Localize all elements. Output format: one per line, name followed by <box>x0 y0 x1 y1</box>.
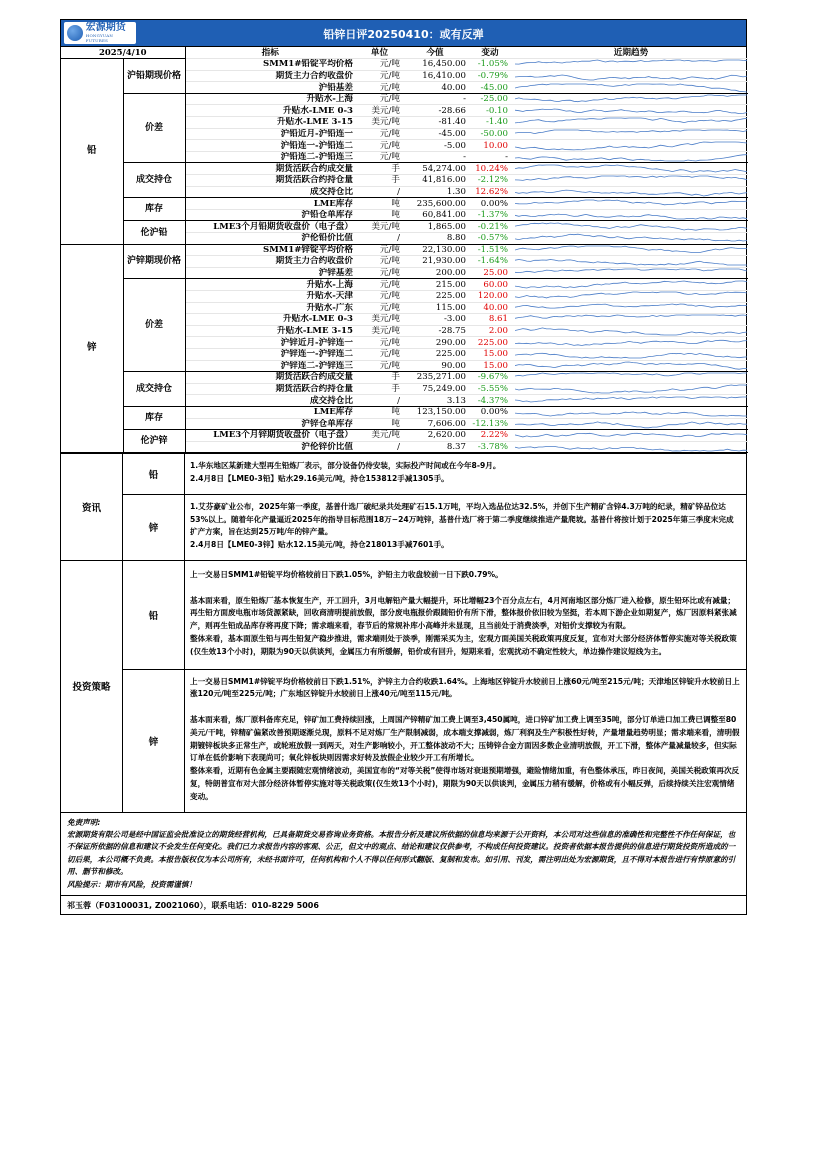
news-zinc-row <box>123 495 746 560</box>
indicator-name: 沪铅基差 <box>185 82 357 94</box>
indicator-unit: 手 <box>357 175 402 187</box>
indicator-unit: 元/吨 <box>357 70 402 82</box>
indicator-name: 成交持仓比 <box>185 186 357 198</box>
table-row <box>61 406 748 418</box>
trend-sparkline <box>514 175 748 187</box>
indicator-unit: / <box>357 395 402 407</box>
indicator-value: 225.00 <box>402 290 470 302</box>
indicator-change: -5.55% <box>470 383 514 395</box>
news-section <box>61 453 746 560</box>
indicator-value: 3.13 <box>402 395 470 407</box>
indicator-change: 2.00 <box>470 325 514 337</box>
indicator-value: 40.00 <box>402 82 470 94</box>
indicator-name: LME3个月铅期货收盘价（电子盘） <box>185 221 357 233</box>
indicator-name: 沪铅仓单库存 <box>185 209 357 221</box>
strategy-label: 投资策略 <box>61 561 123 812</box>
indicator-unit: 元/吨 <box>357 93 402 105</box>
indicator-change: 15.00 <box>470 348 514 360</box>
indicator-change: 12.62% <box>470 186 514 198</box>
indicator-unit: 美元/吨 <box>357 314 402 326</box>
trend-sparkline <box>514 221 748 233</box>
strategy-lead-p2: 基本面来看，原生铅炼厂基本恢复生产，开工回升，3月电解铅产量大幅提升，环比增幅23个百分点左右，4月河南地区部分炼厂进入检修，原生铅环比或有减量；再生铅方面废电瓶市场货源紧缺，回收商清明提前放假，部分废电瓶报价跟随铅价有所下滑，整体报价依旧较为坚挺，若本周下游企业如期复产，炼厂因原料紧张减产，则再生铅成品库存将再度下降；需求端来看，春节后的常规补库小高峰并未显现，且当前处于消费淡季，对铅价支撑较为有限。 <box>190 595 737 631</box>
indicator-value: 215.00 <box>402 279 470 291</box>
indicator-change: -1.40 <box>470 117 514 129</box>
indicator-value: 8.80 <box>402 233 470 245</box>
indicator-name: 沪铅连二-沪铅连三 <box>185 151 357 163</box>
table-row <box>61 372 748 384</box>
indicator-value: 41,816.00 <box>402 175 470 187</box>
indicator-unit: / <box>357 186 402 198</box>
news-label: 资讯 <box>61 454 123 560</box>
indicator-name: 沪锌基差 <box>185 267 357 279</box>
indicator-name: 期货活跃合约成交量 <box>185 372 357 384</box>
indicator-value: 123,150.00 <box>402 406 470 418</box>
trend-sparkline <box>514 325 748 337</box>
indicator-change: 40.00 <box>470 302 514 314</box>
indicator-name: 期货活跃合约成交量 <box>185 163 357 175</box>
indicator-unit: 元/吨 <box>357 302 402 314</box>
report-header <box>61 20 746 47</box>
group-label: 成交持仓 <box>123 163 185 198</box>
indicator-name: 沪锌连二-沪锌连三 <box>185 360 357 372</box>
indicator-name: SMM1#锌锭平均价格 <box>185 244 357 256</box>
indicator-name: 成交持仓比 <box>185 395 357 407</box>
strategy-lead-label: 铅 <box>123 561 185 669</box>
trend-sparkline <box>514 302 748 314</box>
indicator-change: 120.00 <box>470 290 514 302</box>
indicator-value: 1,865.00 <box>402 221 470 233</box>
indicator-value: -3.00 <box>402 314 470 326</box>
indicator-change: -1.51% <box>470 244 514 256</box>
trend-sparkline <box>514 82 748 94</box>
trend-sparkline <box>514 59 748 71</box>
indicator-value: 200.00 <box>402 267 470 279</box>
indicator-name: 沪锌连一-沪锌连二 <box>185 348 357 360</box>
table-row <box>61 93 748 105</box>
table-row <box>61 198 748 210</box>
indicator-change: -9.67% <box>470 372 514 384</box>
indicator-change: -1.37% <box>470 209 514 221</box>
indicator-unit: 元/吨 <box>357 348 402 360</box>
indicator-change: -12.13% <box>470 418 514 430</box>
indicator-name: 升贴水-LME 3-15 <box>185 325 357 337</box>
indicator-value: 54,274.00 <box>402 163 470 175</box>
indicator-value: -81.40 <box>402 117 470 129</box>
disclaimer-title: 免责声明: <box>67 817 101 827</box>
indicator-change: 8.61 <box>470 314 514 326</box>
header-today: 今值 <box>402 47 470 59</box>
trend-sparkline <box>514 372 748 384</box>
indicator-unit: 美元/吨 <box>357 221 402 233</box>
indicator-change: -0.10 <box>470 105 514 117</box>
indicator-unit: 元/吨 <box>357 128 402 140</box>
strategy-zinc-p2: 基本面来看，炼厂原料备库充足，锌矿加工费持续回涨，上周国产锌精矿加工费上调至3,450属吨，进口锌矿加工费上调至35吨，部分订单进口加工费已调整至80美元/干吨，锌精矿偏紧改善预期逐渐兑现，原料不足对炼厂生产限制减弱，成本端支撑减弱，炼厂利润及生产积极性好转，产量增量趋势明显；需求端来看，清明假期镀锌板块多正常生产，或轮班放假一到两天，对生产影响较小，开工整体波动不大；压铸锌合金方面因多数企业清明放假，开工下滑，整体产量减量较多，但实际订单在低价影响下表现尚可；氧化锌板块则因需求好转及放假企业较少开工有所增长。 <box>190 715 740 763</box>
indicator-change: -3.78% <box>470 441 514 453</box>
trend-sparkline <box>514 209 748 221</box>
indicator-change: 10.24% <box>470 163 514 175</box>
indicator-change: -0.79% <box>470 70 514 82</box>
header-indicator: 指标 <box>185 47 357 59</box>
logo-subtext: HONGYUAN FUTURES <box>85 33 114 43</box>
indicator-unit: 元/吨 <box>357 267 402 279</box>
indicator-value: -45.00 <box>402 128 470 140</box>
group-label: 价差 <box>123 279 185 372</box>
indicator-unit: / <box>357 233 402 245</box>
strategy-lead-p3: 整体来看，基本面原生铅与再生铅复产稳步推进，需求端则处于淡季，刚需采买为主，宏观方面美国关税政策再度反复，宣布对大部分经济体暂停实施对等关税政策(仅生效13个小时)，期限为90天以供谈判，金属压力有所缓解，铅价或有回升，短期来看，宏观扰动不确定性较大，单边操作建议短线为主。 <box>190 634 737 656</box>
table-row <box>61 59 748 71</box>
indicator-value: 1.30 <box>402 186 470 198</box>
trend-sparkline <box>514 233 748 245</box>
header-unit: 单位 <box>357 47 402 59</box>
strategy-zinc-p1: 上一交易日SMM1#锌锭平均价格较前日下跌1.51%，沪锌主力合约收跌1.64%。上海地区锌锭升水较前日上涨60元/吨至215元/吨；天津地区锌锭升水较前日上涨120元/吨至225元/吨；广东地区锌锭升水较前日上涨40元/吨至115元/吨。 <box>190 676 740 699</box>
indicator-change: -4.37% <box>470 395 514 407</box>
indicator-unit: 手 <box>357 383 402 395</box>
table-row <box>61 430 748 442</box>
group-label: 沪铅期现价格 <box>123 59 185 94</box>
indicator-change: - <box>470 151 514 163</box>
strategy-lead-p1: 上一交易日SMM1#铅锭平均价格较前日下跌1.05%，沪铅主力收盘较前一日下跌0.79%。 <box>190 570 503 580</box>
indicator-unit: 元/吨 <box>357 256 402 268</box>
indicator-unit: 元/吨 <box>357 140 402 152</box>
indicator-name: 沪铅连一-沪铅连二 <box>185 140 357 152</box>
indicator-name: 沪伦锌价比值 <box>185 441 357 453</box>
group-label: 价差 <box>123 93 185 163</box>
indicator-unit: 吨 <box>357 198 402 210</box>
indicator-name: 升贴水-上海 <box>185 279 357 291</box>
trend-sparkline <box>514 163 748 175</box>
indicator-unit: 元/吨 <box>357 337 402 349</box>
trend-sparkline <box>514 128 748 140</box>
trend-sparkline <box>514 441 748 453</box>
indicator-name: 沪锌仓单库存 <box>185 418 357 430</box>
indicator-value: 2,620.00 <box>402 430 470 442</box>
indicator-name: LME库存 <box>185 198 357 210</box>
trend-sparkline <box>514 406 748 418</box>
trend-sparkline <box>514 314 748 326</box>
disclaimer-body: 宏源期货有限公司是经中国证监会批准设立的期货经营机构，已具备期货交易咨询业务资格。本报告分析及建议所依据的信息均来源于公开资料，本公司对这些信息的准确性和完整性不作任何保证，也不保证所依据的信息和建议不会发生任何变化。我们已力求报告内容的客观、公正，但文中的观点、结论和建议仅供参考，不构成任何投资建议。投资者依据本报告提供的信息进行期货投资所造成的一切后果，本公司概不负责。本报告版权仅为本公司所有，未经书面许可，任何机构和个人不得以任何形式翻版、复制和发布。如引用、刊发，需注明出处为宏源期货，且不得对本报告进行有悖原意的引用、删节和修改。 <box>67 830 736 877</box>
logo-text: 宏源期货 <box>85 22 126 33</box>
trend-sparkline <box>514 267 748 279</box>
indicator-value: -5.00 <box>402 140 470 152</box>
strategy-section <box>61 560 746 812</box>
trend-sparkline <box>514 117 748 129</box>
indicator-value: 290.00 <box>402 337 470 349</box>
indicator-name: 期货主力合约收盘价 <box>185 256 357 268</box>
indicator-change: 2.22% <box>470 430 514 442</box>
indicator-value: 22,130.00 <box>402 244 470 256</box>
indicator-change: -25.00 <box>470 93 514 105</box>
trend-sparkline <box>514 360 748 372</box>
strategy-zinc-row <box>123 670 746 812</box>
indicator-change: -50.00 <box>470 128 514 140</box>
indicator-name: 期货活跃合约持仓量 <box>185 175 357 187</box>
indicator-unit: 美元/吨 <box>357 325 402 337</box>
indicator-unit: 美元/吨 <box>357 430 402 442</box>
indicator-name: 沪锌近月-沪锌连一 <box>185 337 357 349</box>
group-label: 伦沪铅 <box>123 221 185 244</box>
indicator-value: 235,600.00 <box>402 198 470 210</box>
indicator-unit: 元/吨 <box>357 151 402 163</box>
news-zinc-label: 锌 <box>123 495 185 560</box>
indicator-change: 60.00 <box>470 279 514 291</box>
indicator-unit: 吨 <box>357 209 402 221</box>
indicator-unit: 吨 <box>357 418 402 430</box>
report-title: 铅锌日评20250410：或有反弹 <box>323 28 484 41</box>
indicator-value: -28.66 <box>402 105 470 117</box>
indicator-unit: / <box>357 441 402 453</box>
indicator-change: 0.00% <box>470 198 514 210</box>
indicator-name: 期货主力合约收盘价 <box>185 70 357 82</box>
indicator-name: 期货活跃合约持仓量 <box>185 383 357 395</box>
report-date: 2025/4/10 <box>61 47 185 59</box>
indicator-name: LME3个月锌期货收盘价（电子盘） <box>185 430 357 442</box>
indicator-change: 15.00 <box>470 360 514 372</box>
indicator-name: 沪铅近月-沪铅连一 <box>185 128 357 140</box>
indicator-unit: 元/吨 <box>357 244 402 256</box>
data-table <box>61 47 748 453</box>
footer-contact: 祁玉蓉（F03100031, Z0021060），联系电话：010-8229 5006 <box>61 895 746 914</box>
trend-sparkline <box>514 290 748 302</box>
indicator-name: 升贴水-上海 <box>185 93 357 105</box>
indicator-change: 10.00 <box>470 140 514 152</box>
trend-sparkline <box>514 418 748 430</box>
table-row <box>61 163 748 175</box>
indicator-name: 沪伦铅价比值 <box>185 233 357 245</box>
category-label: 锌 <box>61 244 123 453</box>
news-lead-line-1: 1.华东地区某新建大型再生铅炼厂表示，部分设备仍待安装，实际投产时间或在今年8-9月。 <box>190 461 501 471</box>
indicator-name: 升贴水-LME 0-3 <box>185 314 357 326</box>
header-trend: 近期趋势 <box>514 47 748 59</box>
indicator-unit: 手 <box>357 372 402 384</box>
indicator-name: 升贴水-广东 <box>185 302 357 314</box>
indicator-change: -1.05% <box>470 59 514 71</box>
trend-sparkline <box>514 395 748 407</box>
indicator-unit: 元/吨 <box>357 290 402 302</box>
trend-sparkline <box>514 93 748 105</box>
indicator-name: SMM1#铅锭平均价格 <box>185 59 357 71</box>
trend-sparkline <box>514 198 748 210</box>
strategy-lead-row <box>123 561 746 670</box>
disclaimer <box>61 812 746 895</box>
indicator-unit: 吨 <box>357 406 402 418</box>
trend-sparkline <box>514 383 748 395</box>
indicator-unit: 元/吨 <box>357 59 402 71</box>
indicator-name: 升贴水-LME 0-3 <box>185 105 357 117</box>
indicator-unit: 美元/吨 <box>357 105 402 117</box>
trend-sparkline <box>514 105 748 117</box>
indicator-change: -0.57% <box>470 233 514 245</box>
indicator-unit: 手 <box>357 163 402 175</box>
indicator-value: - <box>402 151 470 163</box>
indicator-unit: 元/吨 <box>357 82 402 94</box>
indicator-change: 0.00% <box>470 406 514 418</box>
indicator-value: 115.00 <box>402 302 470 314</box>
strategy-zinc-label: 锌 <box>123 670 185 812</box>
indicator-value: 60,841.00 <box>402 209 470 221</box>
indicator-value: 75,249.00 <box>402 383 470 395</box>
table-row <box>61 244 748 256</box>
group-label: 沪锌期现价格 <box>123 244 185 279</box>
indicator-name: 升贴水-天津 <box>185 290 357 302</box>
table-row <box>61 221 748 233</box>
news-lead-row <box>123 454 746 495</box>
indicator-value: 90.00 <box>402 360 470 372</box>
group-label: 库存 <box>123 198 185 221</box>
trend-sparkline <box>514 70 748 82</box>
header-change: 变动 <box>470 47 514 59</box>
trend-sparkline <box>514 430 748 442</box>
indicator-value: 16,410.00 <box>402 70 470 82</box>
indicator-value: 21,930.00 <box>402 256 470 268</box>
indicator-value: 7,606.00 <box>402 418 470 430</box>
trend-sparkline <box>514 186 748 198</box>
indicator-value: 16,450.00 <box>402 59 470 71</box>
table-row <box>61 279 748 291</box>
group-label: 伦沪锌 <box>123 430 185 453</box>
trend-sparkline <box>514 348 748 360</box>
group-label: 库存 <box>123 406 185 429</box>
indicator-change: 25.00 <box>470 267 514 279</box>
indicator-value: 235,271.00 <box>402 372 470 384</box>
indicator-unit: 元/吨 <box>357 279 402 291</box>
trend-sparkline <box>514 244 748 256</box>
indicator-change: -45.00 <box>470 82 514 94</box>
indicator-name: 升贴水-LME 3-15 <box>185 117 357 129</box>
indicator-change: 225.00 <box>470 337 514 349</box>
indicator-unit: 美元/吨 <box>357 117 402 129</box>
trend-sparkline <box>514 140 748 152</box>
table-header-row <box>61 47 748 59</box>
news-lead-line-2: 2.4月8日【LME0-3铅】贴水29.16美元/吨，持仓153812手减1305手。 <box>190 474 449 484</box>
trend-sparkline <box>514 151 748 163</box>
news-lead-label: 铅 <box>123 454 185 494</box>
risk-warning: 风险提示：期市有风险，投资需谨慎！ <box>67 879 197 889</box>
trend-sparkline <box>514 337 748 349</box>
news-zinc-line-1: 1.艾芬豪矿业公布，2025年第一季度，基普什选厂破纪录共处理矿石15.1万吨，平均入选品位达32.5%，并创下生产精矿含锌4.3万吨的纪录，精矿锌品位达53%以上。随着年化产量逼近2025年的指导目标范围18万−24万吨锌，基普什选厂将于第二季度继续推进产量爬坡。基普什将按计划于2025年第三季度末完成扩产方案，旨在达到25万吨/年的锌产量。 <box>190 501 734 537</box>
trend-sparkline <box>514 279 748 291</box>
indicator-change: -0.21% <box>470 221 514 233</box>
group-label: 成交持仓 <box>123 372 185 407</box>
indicator-value: - <box>402 93 470 105</box>
indicator-unit: 元/吨 <box>357 360 402 372</box>
trend-sparkline <box>514 256 748 268</box>
indicator-value: 225.00 <box>402 348 470 360</box>
category-label: 铅 <box>61 59 123 245</box>
news-zinc-line-2: 2.4月8日【LME0-3锌】贴水12.15美元/吨，持仓218013手减7601手。 <box>190 540 449 550</box>
indicator-name: LME库存 <box>185 406 357 418</box>
report-page <box>60 19 747 915</box>
indicator-change: -1.64% <box>470 256 514 268</box>
strategy-zinc-p3: 整体来看，近期有色金属主要跟随宏观情绪波动，美国宣布的“对等关税”使得市场对衰退预期增强，避险情绪加重，有色整体承压，昨日夜间，美国关税政策再次反复，特朗普宣布对大部分经济体暂停实施对等关税政策(仅生效13个小时)，期限为90天以供谈判，金属压力稍有缓解，价格或有小幅反弹，后续持续关注宏观情绪变动。 <box>190 766 740 801</box>
indicator-value: 8.37 <box>402 441 470 453</box>
indicator-change: -2.12% <box>470 175 514 187</box>
indicator-value: -28.75 <box>402 325 470 337</box>
